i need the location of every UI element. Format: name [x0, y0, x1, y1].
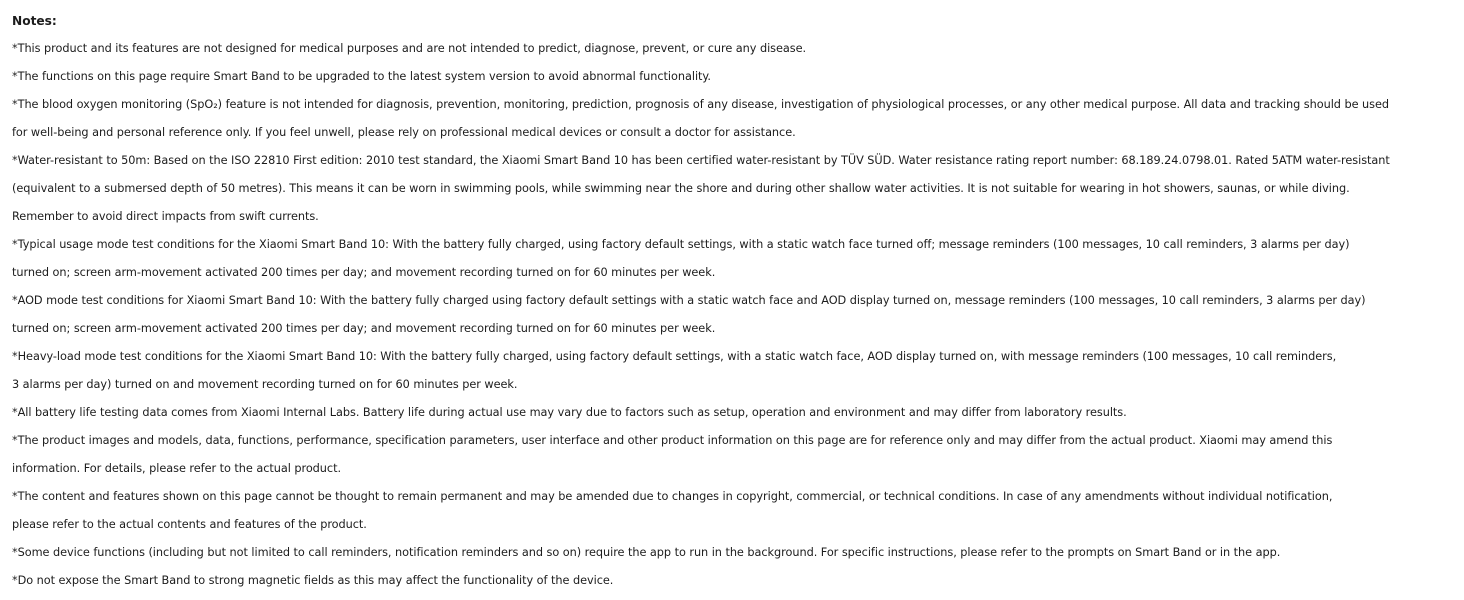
note-line: turned on; screen arm-movement activated 200 times per day; and movement recording turned on for 60 minutes per week.	[12, 266, 716, 279]
note-line: (equivalent to a submersed depth of 50 metres). This means it can be worn in swimming pools, while swimming near the shore and during other shallow water activities. It is not suitable for wearing in hot showers, saunas, or while diving.	[12, 182, 1350, 195]
note-line: *Typical usage mode test conditions for the Xiaomi Smart Band 10: With the battery fully charged, using factory default settings, with a static watch face turned off; message reminders (100 messages, 10 call reminders, 3 alarms per day)	[12, 238, 1350, 251]
note-line: information. For details, please refer to the actual product.	[12, 462, 341, 475]
note-line: Remember to avoid direct impacts from swift currents.	[12, 210, 319, 223]
note-line: *Heavy-load mode test conditions for the Xiaomi Smart Band 10: With the battery fully charged, using factory default settings, with a static watch face, AOD display turned on, with message reminders (100 messages, 10 call reminders,	[12, 350, 1337, 363]
note-line: *The product images and models, data, functions, performance, specification parameters, user interface and other product information on this page are for reference only and may differ from the actual product. Xiaomi may amend this	[12, 434, 1333, 447]
note-line: turned on; screen arm-movement activated 200 times per day; and movement recording turned on for 60 minutes per week.	[12, 322, 716, 335]
notes-title: Notes:	[12, 14, 57, 28]
note-line: *The content and features shown on this page cannot be thought to remain permanent and may be amended due to changes in copyright, commercial, or technical conditions. In case of any amendments without individual notification,	[12, 490, 1333, 503]
notes-section	[12, 7, 1462, 595]
note-line: *AOD mode test conditions for Xiaomi Smart Band 10: With the battery fully charged using factory default settings with a static watch face and AOD display turned on, message reminders (100 messages, 10 call reminders, 3 alarms per day)	[12, 294, 1366, 307]
note-line: *Water-resistant to 50m: Based on the ISO 22810 First edition: 2010 test standard, the Xiaomi Smart Band 10 has been certified water-resistant by TÜV SÜD. Water resistance rating report number: 68.189.24.0798.01. Rated 5ATM water-resistant	[12, 154, 1390, 167]
note-line: *This product and its features are not designed for medical purposes and are not intended to predict, diagnose, prevent, or cure any disease.	[12, 42, 807, 55]
note-line: *The blood oxygen monitoring (SpO₂) feature is not intended for diagnosis, prevention, monitoring, prediction, prognosis of any disease, investigation of physiological processes, or any other medical purpose. All data and tracking should be used	[12, 98, 1389, 111]
note-line: for well-being and personal reference only. If you feel unwell, please rely on professional medical devices or consult a doctor for assistance.	[12, 126, 796, 139]
note-line: *Do not expose the Smart Band to strong magnetic fields as this may affect the functionality of the device.	[12, 574, 614, 587]
note-line: *The functions on this page require Smart Band to be upgraded to the latest system version to avoid abnormal functionality.	[12, 70, 711, 83]
note-line: *Some device functions (including but not limited to call reminders, notification reminders and so on) require the app to run in the background. For specific instructions, please refer to the prompts on Smart Band or in the app.	[12, 546, 1281, 559]
note-line: *All battery life testing data comes from Xiaomi Internal Labs. Battery life during actual use may vary due to factors such as setup, operation and environment and may differ from laboratory results.	[12, 406, 1127, 419]
note-line: 3 alarms per day) turned on and movement recording turned on for 60 minutes per week.	[12, 378, 518, 391]
note-line: please refer to the actual contents and features of the product.	[12, 518, 367, 531]
